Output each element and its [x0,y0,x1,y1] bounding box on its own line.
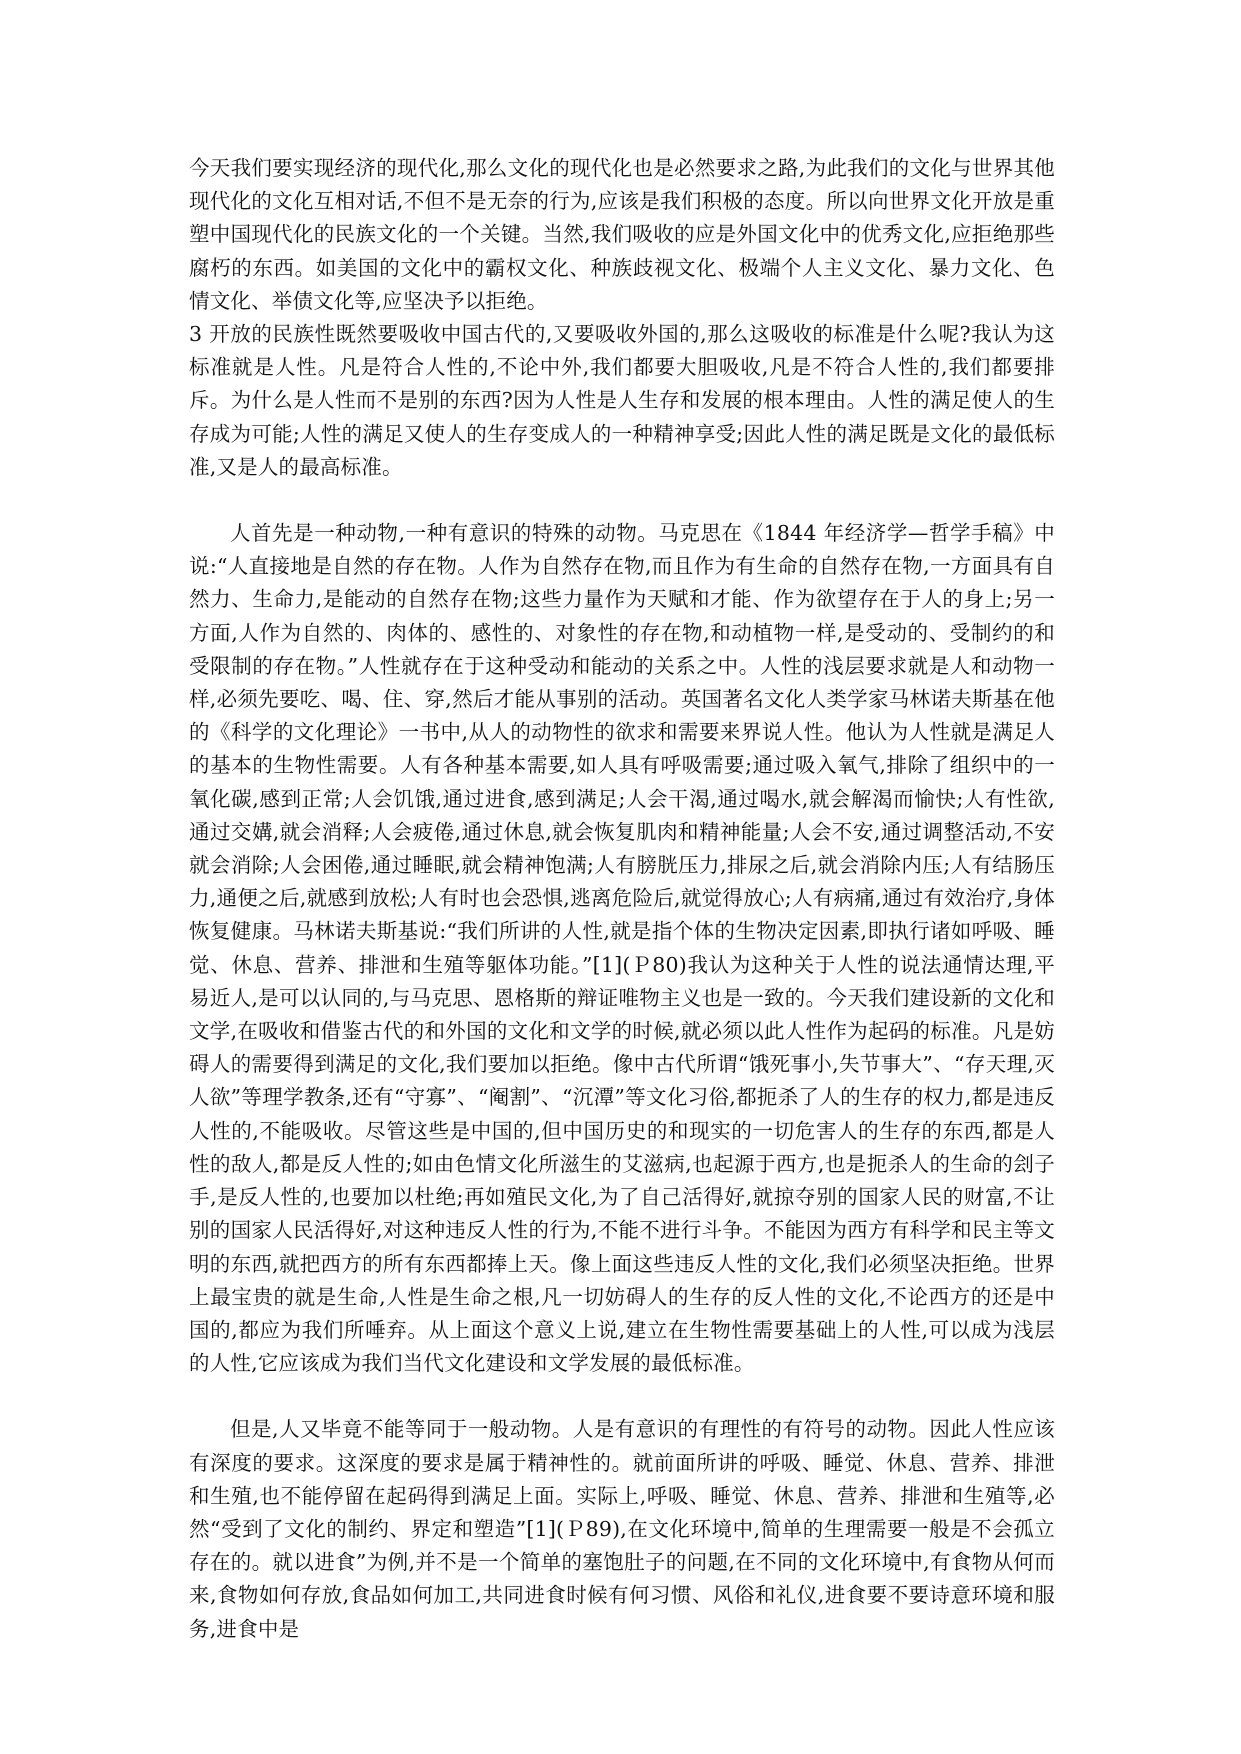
document-body [189,152,1055,1646]
paragraph-spacer [189,1380,1055,1413]
paragraph-2: 3 开放的民族性既然要吸收中国古代的,又要吸收外国的,那么这吸收的标准是什么呢?我认为这标准就是人性。凡是符合人性的,不论中外,我们都要大胆吸收,凡是不符合人性的,我们都要排斥。为什么是人性而不是别的东西?因为人性是人生存和发展的根本理由。人性的满足使人的生存成为可能;人性的满足又使人的生存变成人的一种精神享受;因此人性的满足既是文化的最低标准,又是人的最高标准。 [189,322,1055,479]
paragraph-3: 人首先是一种动物,一种有意识的特殊的动物。马克思在《1844 年经济学—哲学手稿》中说:“人直接地是自然的存在物。人作为自然存在物,而且作为有生命的自然存在物,一方面具有自然力、生命力,是能动的自然存在物;这些力量作为天赋和才能、作为欲望存在于人的身上;另一方面,人作为自然的、肉体的、感性的、对象性的存在物,和动植物一样,是受动的、受制约的和受限制的存在物。”人性就存在于这种受动和能动的关系之中。人性的浅层要求就是人和动物一样,必须先要吃、喝、住、穿,然后才能从事别的活动。英国著名文化人类学家马林诺夫斯基在他的《科学的文化理论》一书中,从人的动物性的欲求和需要来界说人性。他认为人性就是满足人的基本的生物性需要。人有各种基本需要,如人具有呼吸需要;通过吸入氧气,排除了组织中的一氧化碳,感到正常;人会饥饿,通过进食,感到满足;人会干渴,通过喝水,就会解渴而愉快;人有性欲,通过交媾,就会消释;人会疲倦,通过休息,就会恢复肌肉和精神能量;人会不安,通过调整活动,不安就会消除;人会困倦,通过睡眠,就会精神饱满;人有膀胱压力,排尿之后,就会消除内压;人有结肠压力,通便之后,就感到放松;人有时也会恐惧,逃离危险后,就觉得放心;人有病痛,通过有效治疗,身体恢复健康。马林诺夫斯基说:“我们所讲的人性,就是指个体的生物决定因素,即执行诸如呼吸、睡觉、休息、营养、排泄和生殖等躯体功能。”[1](Ｐ80)我认为这种关于人性的说法通情达理,平易近人,是可以认同的,与马克思、恩格斯的辩证唯物主义也是一致的。今天我们建设新的文化和文学,在吸收和借鉴古代的和外国的文化和文学的时候,就必须以此人性作为起码的标准。凡是妨碍人的需要得到满足的文化,我们要加以拒绝。像中古代所谓“饿死事小,失节事大”、“存天理,灭人欲”等理学教条,还有“守寡”、“阉割”、“沉潭”等文化习俗,都扼杀了人的生存的权力,都是违反人性的,不能吸收。尽管这些是中国的,但中国历史的和现实的一切危害人的生存的东西,都是人性的敌人,都是反人性的;如由色情文化所滋生的艾滋病,也起源于西方,也是扼杀人的生命的刽子手,是反人性的,也要加以杜绝;再如殖民文化,为了自己活得好,就掠夺别的国家人民的财富,不让别的国家人民活得好,对这种违反人性的行为,不能不进行斗争。不能因为西方有科学和民主等文明的东西,就把西方的所有东西都捧上天。像上面这些违反人性的文化,我们必须坚决拒绝。世界上最宝贵的就是生命,人性是生命之根,凡一切妨碍人的生存的反人性的文化,不论西方的还是中国的,都应为我们所唾弃。从上面这个意义上说,建立在生物性需要基础上的人性,可以成为浅层的人性,它应该成为我们当代文化建设和文学发展的最低标准。 [189,521,1055,1376]
paragraph-1: 今天我们要实现经济的现代化,那么文化的现代化也是必然要求之路,为此我们的文化与世界其他现代化的文化互相对话,不但不是无奈的行为,应该是我们积极的态度。所以向世界文化开放是重塑中国现代化的民族文化的一个关键。当然,我们吸收的应是外国文化中的优秀文化,应拒绝那些腐朽的东西。如美国的文化中的霸权文化、种族歧视文化、极端个人主义文化、暴力文化、色情文化、举债文化等,应坚决予以拒绝。 [189,156,1055,313]
paragraph-4: 但是,人又毕竟不能等同于一般动物。人是有意识的有理性的有符号的动物。因此人性应该有深度的要求。这深度的要求是属于精神性的。就前面所讲的呼吸、睡觉、休息、营养、排泄和生殖,也不能停留在起码得到满足上面。实际上,呼吸、睡觉、休息、营养、排泄和生殖等,必然“受到了文化的制约、界定和塑造”[1](Ｐ89),在文化环境中,简单的生理需要一般是不会孤立存在的。就以进食”为例,并不是一个简单的塞饱肚子的问题,在不同的文化环境中,有食物从何而来,食物如何存放,食品如何加工,共同进食时候有何习惯、风俗和礼仪,进食要不要诗意环境和服务,进食中是 [189,1417,1055,1641]
paragraph-spacer [189,484,1055,517]
